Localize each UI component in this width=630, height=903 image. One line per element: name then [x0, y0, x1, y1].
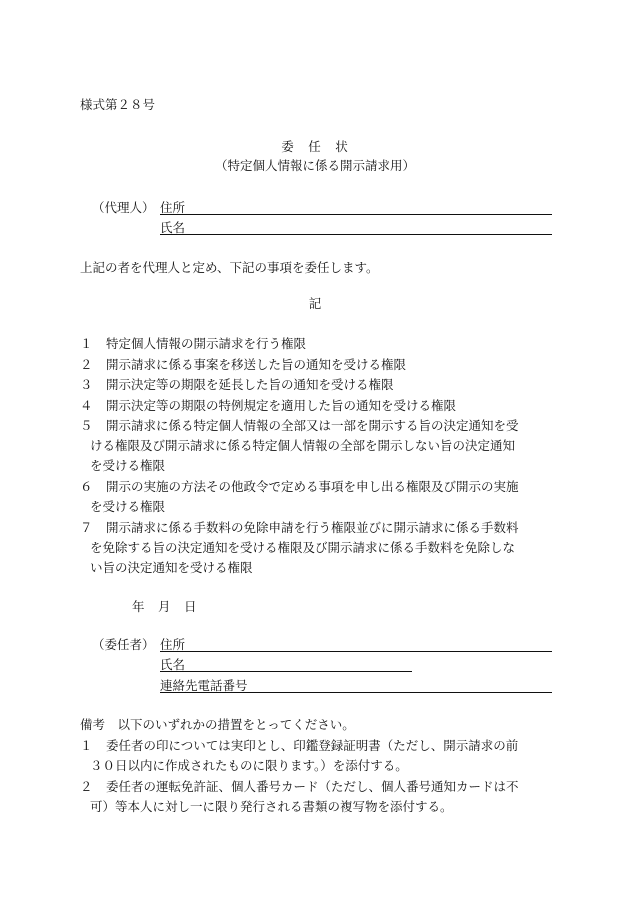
agent-address-label: 住所: [160, 200, 186, 215]
item-text: 開示請求に係る事案を移送した旨の通知を受ける権限: [106, 357, 407, 372]
item-text: 開示請求に係る手数料の免除申請を行う権限並びに開示請求に係る手数料: [106, 520, 519, 535]
remarks-item: [80, 736, 556, 776]
principal-address-line: [160, 651, 552, 652]
item-text: 特定個人情報の開示請求を行う権限: [106, 336, 307, 351]
list-item: [80, 334, 556, 354]
remarks-item-text: ３０日以内に作成されたものに限ります。）を添付する。: [90, 758, 408, 773]
list-item: [80, 375, 556, 395]
list-item: [80, 355, 556, 375]
intro-text: 上記の者を代理人と定め、下記の事項を委任します。: [80, 260, 379, 275]
item-text: い旨の決定通知を受ける権限: [90, 560, 253, 575]
page-subtitle: （特定個人情報に係る開示請求用）: [214, 158, 415, 173]
principal-address-label: 住所: [160, 637, 186, 652]
item-text: を受ける権限: [90, 499, 166, 514]
date-year: 年: [132, 599, 145, 614]
item-number: １: [80, 336, 93, 351]
item-number: ７: [80, 520, 93, 535]
remarks-item: [80, 777, 556, 817]
item-number: ２: [80, 357, 93, 372]
item-number: ３: [80, 377, 93, 392]
principal-phone-label: 連絡先電話番号: [160, 678, 248, 693]
list-item: [80, 518, 556, 578]
principal-name-label: 氏名: [160, 657, 186, 672]
principal-phone-line: [160, 692, 552, 693]
date-day: 日: [184, 599, 197, 614]
agent-name-line: [160, 234, 552, 235]
remarks-item-text: 委任者の運転免許証、個人番号カード（ただし、個人番号通知カードは不: [106, 779, 519, 794]
remarks-item-text: 可）等本人に対し一に限り発行される書類の複写物を添付する。: [90, 799, 453, 814]
principal-label: （委任者）: [92, 637, 155, 652]
principal-name-line: [160, 671, 412, 672]
date-month: 月: [158, 599, 171, 614]
item-number: ６: [80, 479, 93, 494]
remarks-item-number: １: [80, 738, 93, 753]
agent-label: （代理人）: [92, 200, 155, 215]
remarks-item-number: ２: [80, 779, 93, 794]
item-text: を受ける権限: [90, 458, 166, 473]
item-text: 開示決定等の期限を延長した旨の通知を受ける権限: [106, 377, 394, 392]
page-title: 委 任 状: [281, 139, 349, 154]
item-text: 開示の実施の方法その他政令で定める事項を申し出る権限及び開示の実施: [106, 479, 519, 494]
item-text: を免除する旨の決定通知を受ける権限及び開示請求に係る手数料を免除しな: [90, 540, 516, 555]
ki-heading: 記: [308, 296, 322, 311]
list-item: [80, 477, 556, 517]
remarks-heading: 備考 以下のいずれかの措置をとってください。: [80, 717, 355, 732]
item-number: ４: [80, 398, 93, 413]
list-item: [80, 416, 556, 476]
item-number: ５: [80, 418, 93, 433]
item-text: 開示請求に係る特定個人情報の全部又は一部を開示する旨の決定通知を受: [106, 418, 519, 433]
agent-name-label: 氏名: [160, 220, 186, 235]
form-number: 様式第２８号: [80, 97, 156, 112]
item-text: 開示決定等の期限の特例規定を適用した旨の通知を受ける権限: [106, 398, 457, 413]
item-text: ける権限及び開示請求に係る特定個人情報の全部を開示しない旨の決定通知: [90, 438, 516, 453]
list-item: [80, 396, 556, 416]
remarks-item-text: 委任者の印については実印とし、印鑑登録証明書（ただし、開示請求の前: [106, 738, 519, 753]
agent-address-line: [160, 214, 552, 215]
